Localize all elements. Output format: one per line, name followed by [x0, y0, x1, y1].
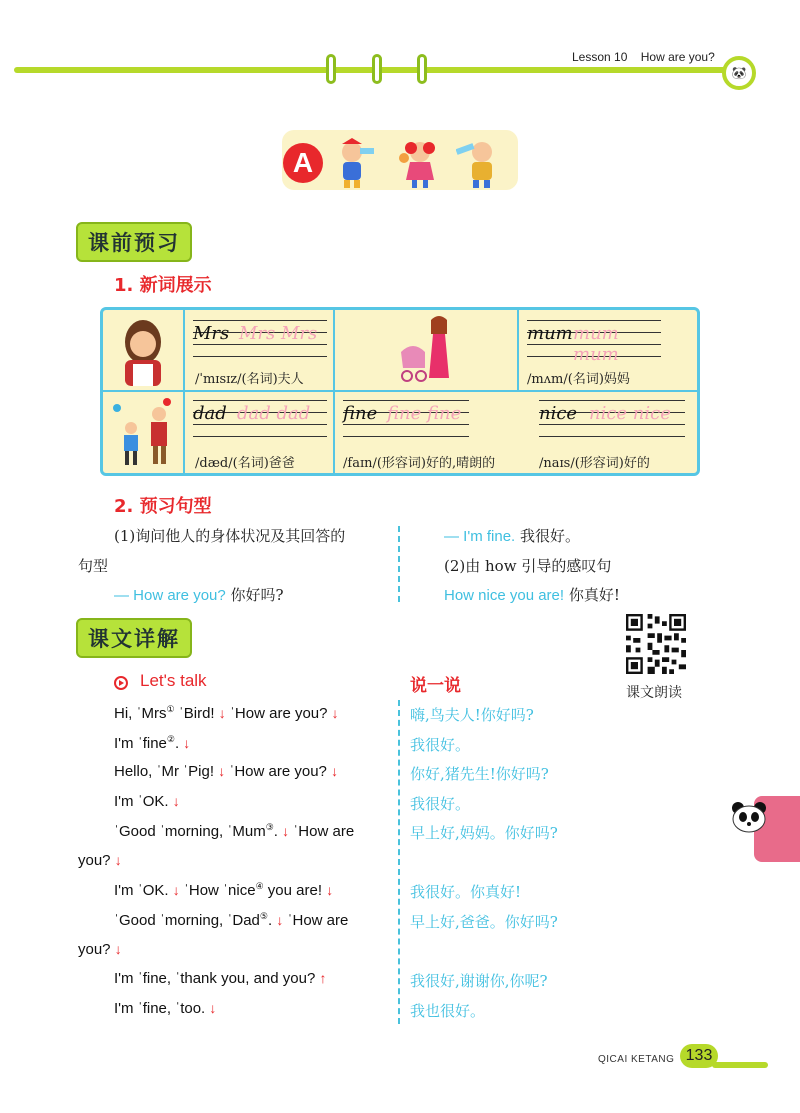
dialogue-cn: 我很好,谢谢你,你呢?: [410, 972, 548, 990]
pattern-heading: 2. 预习句型: [114, 496, 212, 517]
lesson-number: Lesson 10: [572, 50, 628, 64]
pattern2-example: [444, 584, 620, 605]
footer-brand: QICAI KETANG: [598, 1054, 675, 1065]
dialogue-en: Hello, ˈMr ˈPig! ↓ ˈHow are you? ↓: [114, 763, 339, 780]
word-lines: [343, 400, 469, 436]
col-divider: [183, 310, 185, 473]
vocab-trace: nice nice: [589, 403, 671, 424]
preview-heading: 课前预习: [76, 222, 192, 262]
dashed-divider: [398, 526, 400, 602]
mum-stroller-icon: [399, 314, 459, 388]
section-letter: A: [283, 143, 323, 183]
vocab-phonetic: /naɪs/(形容词)好的: [539, 456, 650, 471]
dialogue-en: ˈGood ˈmorning, ˈDad⑤. ↓ ˈHow are: [114, 911, 349, 929]
dialogue-en: I'm ˈOK. ↓ ˈHow ˈnice④ you are! ↓: [114, 881, 334, 899]
pig-kid-icon: [456, 138, 500, 188]
vocab-trace: dad dad: [237, 403, 311, 424]
page-number: 133: [680, 1044, 718, 1068]
footer-rule: [712, 1062, 768, 1068]
vocab-trace: Mrs Mrs: [239, 323, 318, 344]
dashed-divider: [398, 700, 400, 1024]
vocab-trace: mum mum: [573, 323, 619, 365]
dialogue-en: ˈGood ˈmorning, ˈMum③. ↓ ˈHow are: [114, 822, 355, 840]
qr-caption: 课文朗读: [626, 685, 682, 701]
vocab-phonetic: /dæd/(名词)爸爸: [195, 456, 295, 471]
dialogue-en: I'm ˈOK. ↓: [114, 793, 180, 810]
lets-talk-label: Let's talk: [140, 671, 207, 690]
dialogue-cn: 我也很好。: [410, 1002, 486, 1020]
dialogue-en: you? ↓: [78, 941, 122, 958]
vocab-table: [100, 307, 700, 476]
vocab-word: nice: [539, 403, 578, 424]
pattern1-q-en: — How are you?: [114, 587, 226, 604]
shuo-label: 说一说: [410, 676, 461, 696]
text-heading: 课文详解: [76, 618, 192, 658]
vocab-word: mum: [527, 323, 573, 344]
dialogue-cn: 我很好。: [410, 795, 471, 813]
dialogue-cn: 你好,猪先生!你好吗?: [410, 765, 549, 783]
dialogue-en: Hi, ˈMrs① ˈBird! ↓ ˈHow are you? ↓: [114, 704, 339, 722]
pattern1-a-en: — I'm fine.: [444, 528, 516, 545]
girl-kid-icon: [398, 138, 442, 188]
vocab-trace: fine fine: [387, 403, 462, 424]
qr-code-icon[interactable]: [626, 614, 686, 674]
row-divider: [103, 390, 697, 392]
pattern2-cn: 你真好!: [568, 586, 620, 604]
col-divider: [517, 310, 519, 390]
word-lines: [539, 400, 685, 436]
dialogue-en: I'm ˈfine②. ↓: [114, 734, 191, 752]
bird-kid-icon: [330, 138, 374, 188]
word-lines: [193, 400, 327, 436]
pattern1-answer: [444, 525, 580, 546]
panda-icon: [730, 800, 768, 834]
dialogue-en: I'm ˈfine, ˈtoo. ↓: [114, 1000, 217, 1017]
dad-family-icon: [111, 398, 177, 468]
mrs-lady-icon: [117, 316, 169, 386]
lesson-header: [572, 50, 715, 64]
dialogue-cn: 我很好。: [410, 736, 471, 754]
dialogue-cn: 嗨,鸟夫人!你好吗?: [410, 706, 534, 724]
pattern1-line1: (1)询问他人的身体状况及其回答的: [114, 527, 346, 545]
pattern1-line2: 句型: [78, 557, 109, 575]
pattern1-q-cn: 你好吗?: [230, 586, 284, 604]
word-lines: [527, 320, 661, 365]
dialogue-en: you? ↓: [78, 852, 122, 869]
pattern1-question: [114, 584, 284, 605]
vocab-word: dad: [193, 403, 227, 424]
pattern2-line: (2)由 how 引导的感叹句: [444, 557, 612, 575]
lesson-title: How are you?: [640, 50, 715, 64]
play-icon[interactable]: [114, 676, 128, 690]
vocab-word: Mrs: [193, 323, 230, 344]
pattern1-a-cn: 我很好。: [520, 527, 581, 545]
word-lines: [193, 320, 327, 356]
vocab-phonetic: /mʌm/(名词)妈妈: [527, 372, 630, 387]
panda-badge-icon: 🐼: [722, 56, 756, 90]
dialogue-en: I'm ˈfine, ˈthank you, and you? ↑: [114, 970, 327, 987]
vocab-phonetic: /faɪn/(形容词)好的,晴朗的: [343, 456, 496, 471]
vocab-heading: 1. 新词展示: [114, 275, 212, 296]
header-rule: [14, 67, 754, 73]
dialogue-cn: 我很好。你真好!: [410, 883, 522, 901]
vocab-phonetic: /ˈmɪsɪz/(名词)夫人: [195, 372, 304, 387]
vocab-word: fine: [343, 403, 378, 424]
col-divider: [333, 310, 335, 473]
dialogue-cn: 早上好,爸爸。你好吗?: [410, 913, 558, 931]
pattern2-en: How nice you are!: [444, 587, 565, 604]
dialogue-cn: 早上好,妈妈。你好吗?: [410, 824, 558, 842]
